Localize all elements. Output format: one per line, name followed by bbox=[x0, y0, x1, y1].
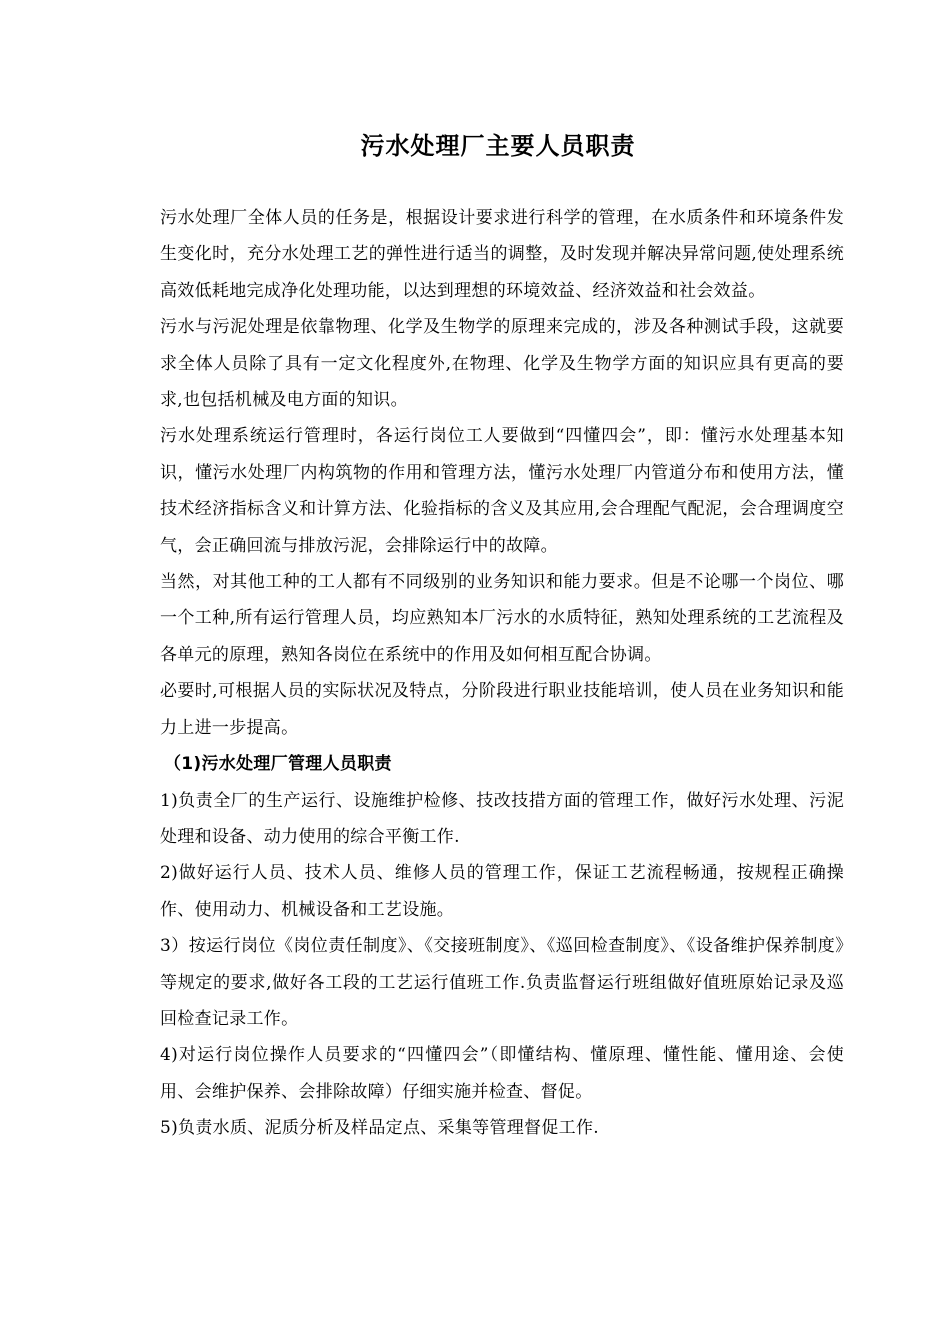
intro-paragraph: 污水与污泥处理是依靠物理、化学及生物学的原理来完成的，涉及各种测试手段，这就要求全体人员除了具有一定文化程度外,在物理、化学及生物学方面的知识应具有更高的要求,也包括机械及电方面的知识。 bbox=[160, 317, 844, 411]
duty-item: 1)负责全厂的生产运行、设施维护检修、技改技措方面的管理工作，做好污水处理、污泥处理和设备、动力使用的综合平衡工作. bbox=[160, 790, 844, 847]
intro-paragraph: 必要时,可根据人员的实际状况及特点，分阶段进行职业技能培训，使人员在业务知识和能力上进一步提高。 bbox=[160, 681, 844, 738]
intro-paragraph: 当然，对其他工种的工人都有不同级别的业务知识和能力要求。但是不论哪一个岗位、哪一个工种,所有运行管理人员，均应熟知本厂污水的水质特征，熟知处理系统的工艺流程及各单元的原理，熟知各岗位在系统中的作用及如何相互配合协调。 bbox=[160, 572, 844, 665]
section-heading: （1)污水处理厂管理人员职责 bbox=[164, 754, 392, 775]
duty-item: 4)对运行岗位操作人员要求的“四懂四会”（即懂结构、懂原理、懂性能、懂用途、会使用、会维护保养、会排除故障）仔细实施并检查、督促。 bbox=[160, 1045, 844, 1102]
intro-paragraph: 污水处理厂全体人员的任务是，根据设计要求进行科学的管理，在水质条件和环境条件发生变化时，充分水处理工艺的弹性进行适当的调整，及时发现并解决异常问题,使处理系统高效低耗地完成净化处理功能，以达到理想的环境效益、经济效益和社会效益。 bbox=[160, 208, 844, 301]
document-body bbox=[160, 200, 844, 1147]
intro-paragraph: 污水处理系统运行管理时，各运行岗位工人要做到“四懂四会”，即：懂污水处理基本知识，懂污水处理厂内构筑物的作用和管理方法，懂污水处理厂内管道分布和使用方法，懂技术经济指标含义和计算方法、化验指标的含义及其应用,会合理配气配泥，会合理调度空气，会正确回流与排放污泥，会排除运行中的故障。 bbox=[160, 426, 844, 556]
duty-item: 3）按运行岗位《岗位责任制度》、《交接班制度》、《巡回检查制度》、《设备维护保养制度》等规定的要求,做好各工段的工艺运行值班工作.负责监督运行班组做好值班原始记录及巡回检查记录工作。 bbox=[160, 936, 844, 1029]
duty-item: 5)负责水质、泥质分析及样品定点、采集等管理督促工作. bbox=[160, 1118, 599, 1139]
page-title: 污水处理厂主要人员职责 bbox=[360, 132, 636, 160]
duty-item: 2)做好运行人员、技术人员、维修人员的管理工作，保证工艺流程畅通，按规程正确操作、使用动力、机械设备和工艺设施。 bbox=[160, 863, 844, 920]
